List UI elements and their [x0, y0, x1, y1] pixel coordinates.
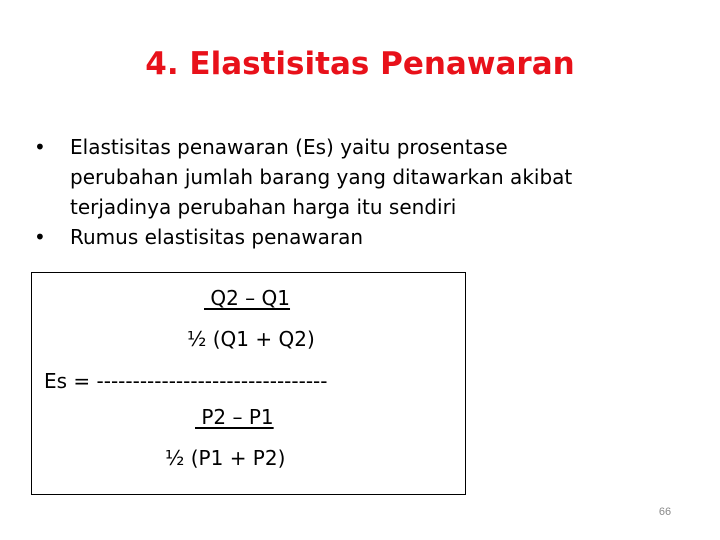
slide-title: 4. Elastisitas Penawaran	[145, 46, 575, 82]
formula-es-line: Es = --------------------------------	[44, 369, 328, 393]
formula-numerator-bottom: ½ (Q1 + Q2)	[187, 327, 315, 351]
page-number: 66	[658, 506, 672, 518]
bullet-line: terjadinya perubahan harga itu sendiri	[70, 195, 457, 219]
formula-numerator-top: Q2 – Q1	[204, 286, 291, 310]
bullet-list	[34, 132, 674, 252]
bullet-marker: •	[34, 225, 46, 249]
bullet-line: Elastisitas penawaran (Es) yaitu prosentase	[70, 135, 508, 159]
bullet-item-definition	[34, 132, 674, 222]
bullet-item-formula-heading	[34, 222, 674, 252]
bullet-line: perubahan jumlah barang yang ditawarkan akibat	[70, 165, 573, 189]
formula-denominator-bottom: ½ (P1 + P2)	[165, 446, 286, 470]
bullet-line: Rumus elastisitas penawaran	[70, 225, 364, 249]
formula-box	[31, 272, 466, 495]
bullet-marker: •	[34, 135, 46, 159]
formula-denominator-top: P2 – P1	[195, 405, 274, 429]
